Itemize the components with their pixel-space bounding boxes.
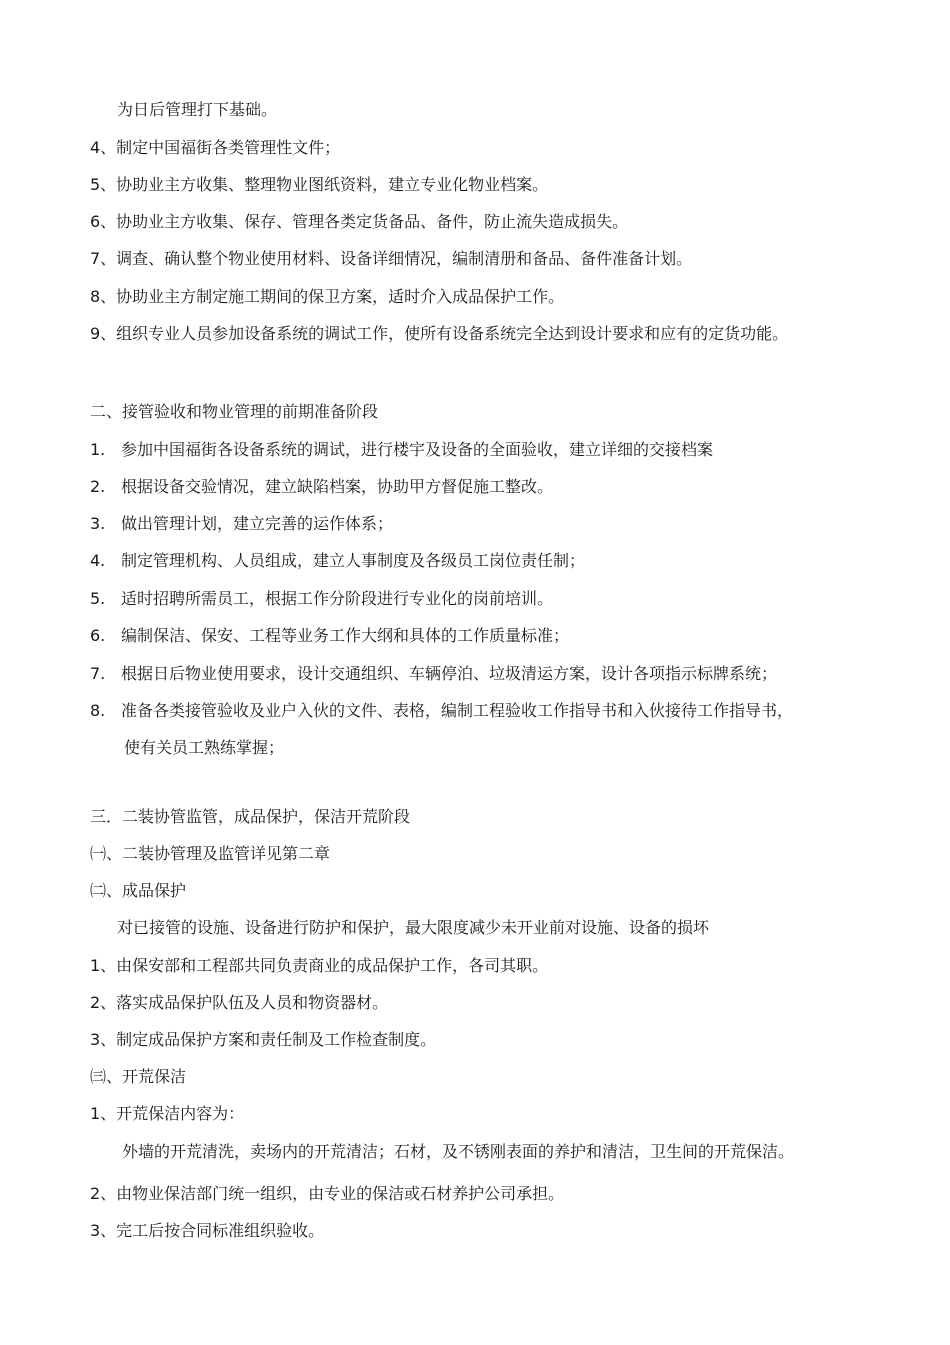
- item-text: 参加中国福街各设备系统的调试，进行楼宇及设备的全面验收，建立详细的交接档案: [121, 440, 714, 459]
- item-number: 2.: [90, 477, 106, 496]
- list-item: 5、协助业主方收集、整理物业图纸资料，建立专业化物业档案。: [90, 175, 549, 194]
- list-item: 3、制定成品保护方案和责任制及工作检查制度。: [90, 1030, 437, 1049]
- item-text: 适时招聘所需员工，根据工作分阶段进行专业化的岗前培训。: [121, 589, 554, 608]
- item-number: 7.: [90, 664, 106, 683]
- list-item: 8、协助业主方制定施工期间的保卫方案，适时介入成品保护工作。: [90, 287, 565, 306]
- list-item: 1、开荒保洁内容为：: [90, 1104, 245, 1123]
- list-item: 2、落实成品保护队伍及人员和物资器材。: [90, 993, 389, 1012]
- subsection-heading: ㈡、成品保护: [90, 881, 187, 900]
- section-heading: 三．二装协管监管，成品保护，保洁开荒阶段: [90, 807, 411, 826]
- subsection-heading: ㈢、开荒保洁: [90, 1067, 187, 1086]
- section-heading: 二、接管验收和物业管理的前期准备阶段: [90, 402, 379, 421]
- item-number: 4.: [90, 551, 106, 570]
- item-text: 编制保洁、保安、工程等业务工作大纲和具体的工作质量标准；: [121, 626, 570, 645]
- list-item: 6、协助业主方收集、保存、管理各类定货备品、备件，防止流失造成损失。: [90, 212, 629, 231]
- item-text: 根据设备交验情况，建立缺陷档案，协助甲方督促施工整改。: [121, 477, 554, 496]
- list-item: 3、完工后按合同标准组织验收。: [90, 1221, 325, 1240]
- list-item: 1、由保安部和工程部共同负责商业的成品保护工作，各司其职。: [90, 956, 549, 975]
- item-number: 6.: [90, 626, 106, 645]
- item-text: 制定管理机构、人员组成，建立人事制度及各级员工岗位责任制；: [121, 551, 586, 570]
- list-item: 4、制定中国福街各类管理性文件；: [90, 138, 341, 157]
- subsection-heading: ㈠、二装协管理及监管详见第二章: [90, 844, 331, 863]
- item-text: 根据日后物业使用要求，设计交通组织、车辆停泊、垃圾清运方案，设计各项指示标牌系统；: [121, 664, 778, 683]
- paragraph: 对已接管的设施、设备进行防护和保护，最大限度减少未开业前对设施、设备的损坏: [117, 918, 710, 937]
- paragraph: 外墙的开荒清洗，卖场内的开荒清洁；石材，及不锈刚表面的养护和清洁，卫生间的开荒保洁。: [122, 1142, 795, 1161]
- list-item: 2、由物业保洁部门统一组织，由专业的保洁或石材养护公司承担。: [90, 1184, 565, 1203]
- item-text: 准备各类接管验收及业户入伙的文件、表格，编制工程验收工作指导书和入伙接待工作指导书，: [121, 701, 794, 720]
- list-item: 9、组织专业人员参加设备系统的调试工作，使所有设备系统完全达到设计要求和应有的定货功能。: [90, 324, 789, 343]
- list-item: 7、调查、确认整个物业使用材料、设备详细情况，编制清册和备品、备件准备计划。: [90, 249, 693, 268]
- item-continuation: 使有关员工熟练掌握；: [124, 738, 285, 757]
- item-number: 5.: [90, 589, 106, 608]
- text-line: 为日后管理打下基础。: [117, 100, 278, 119]
- item-number: 1.: [90, 440, 106, 459]
- item-number: 3.: [90, 514, 106, 533]
- item-text: 做出管理计划，建立完善的运作体系；: [121, 514, 394, 533]
- item-number: 8.: [90, 701, 106, 720]
